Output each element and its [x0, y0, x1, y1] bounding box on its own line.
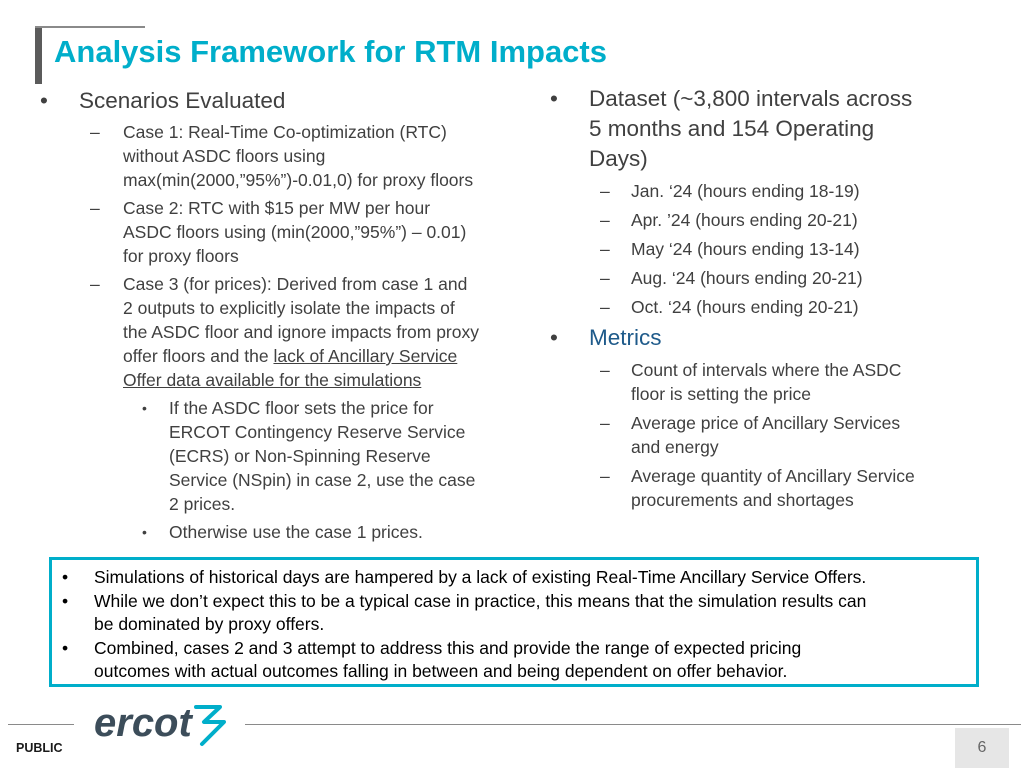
dash-marker: –: [90, 274, 100, 294]
bullet-marker: •: [142, 400, 147, 416]
dash-marker: –: [600, 268, 610, 288]
slide-title: Analysis Framework for RTM Impacts: [54, 34, 607, 69]
ancillary-offer-link[interactable]: lack of Ancillary Service: [273, 346, 458, 366]
dash-marker: –: [600, 210, 610, 230]
bullet-marker: •: [62, 637, 69, 658]
ancillary-offer-link-cont[interactable]: Offer data available for the simulations: [123, 370, 422, 390]
callout-item: • Simulations of historical days are hampered by a lack of existing Real-Time Ancillary Service Offers.: [52, 566, 968, 590]
case-3-sub-bullet-2: • Otherwise use the case 1 prices.: [142, 522, 423, 542]
title-accent-bar: [35, 28, 42, 84]
metric-item: – Average quantity of Ancillary Service procurements and shortages: [600, 466, 915, 510]
case-1-item: – Case 1: Real-Time Co-optimization (RTC) without ASDC floors using max(min(2000,”95%”)-0.01,0) for proxy floors: [90, 122, 474, 190]
dataset-column: [540, 84, 980, 512]
key-findings-callout: [49, 557, 979, 687]
dash-marker: –: [600, 413, 610, 433]
dash-marker: –: [90, 122, 100, 142]
page-number: 6: [977, 739, 987, 756]
ercot-logo-bolt-icon: [196, 707, 224, 744]
title-accent-rule: [35, 26, 145, 28]
metrics-heading: • Metrics: [540, 323, 980, 353]
bullet-marker: •: [62, 590, 69, 611]
bullet-marker: •: [550, 86, 558, 111]
ercot-logo: [92, 698, 232, 750]
dash-marker: –: [90, 198, 100, 218]
footer-rule-left: [8, 724, 74, 725]
callout-item: • Combined, cases 2 and 3 attempt to address this and provide the range of expected pricing outcomes with actual outcomes falling in between and being dependent on offer behavior.: [62, 637, 802, 681]
period-item: – Aug. ‘24 (hours ending 20-21): [600, 268, 863, 288]
scenarios-heading: • Scenarios Evaluated: [30, 86, 530, 116]
bullet-marker: •: [40, 88, 48, 113]
dataset-heading: • Dataset (~3,800 intervals across 5 months and 154 Operating Days): [550, 86, 913, 171]
metric-item: – Count of intervals where the ASDC floor is setting the price: [600, 360, 902, 404]
ercot-logo-text: ercot: [94, 701, 192, 745]
footer-rule-right: [245, 724, 1021, 725]
period-item: – Apr. ’24 (hours ending 20-21): [600, 210, 858, 230]
dash-marker: –: [600, 466, 610, 486]
period-item: – Oct. ‘24 (hours ending 20-21): [600, 297, 859, 317]
scenarios-column: [30, 86, 530, 544]
bullet-marker: •: [550, 325, 558, 350]
dash-marker: –: [600, 181, 610, 201]
dash-marker: –: [600, 297, 610, 317]
callout-item: • While we don’t expect this to be a typical case in practice, this means that the simulation results can be dominated by proxy offers.: [62, 590, 867, 634]
bullet-marker: •: [62, 567, 69, 587]
dash-marker: –: [600, 360, 610, 380]
metric-item: – Average price of Ancillary Services and energy: [600, 413, 901, 457]
period-item: – Jan. ‘24 (hours ending 18-19): [600, 181, 860, 201]
case-3-item: – Case 3 (for prices): Derived from case 1 and 2 outputs to explicitly isolate the impacts of the ASDC floor and ignore impacts from proxy offer floors and the lack of Ancillary Service Offer data available for the simulations: [90, 274, 479, 390]
dash-marker: –: [600, 239, 610, 259]
case-3-sub-bullet-1: • If the ASDC floor sets the price for ERCOT Contingency Reserve Service (ECRS) or Non-Spinning Reserve Service (NSpin) in case 2, use the case 2 prices.: [142, 398, 476, 514]
period-item: – May ‘24 (hours ending 13-14): [600, 239, 860, 259]
classification-label: PUBLIC: [16, 741, 63, 755]
case-2-item: – Case 2: RTC with $15 per MW per hour ASDC floors using (min(2000,”95%”) – 0.01) for proxy floors: [90, 198, 467, 266]
page-number-box: [955, 728, 1009, 768]
bullet-marker: •: [142, 524, 147, 540]
